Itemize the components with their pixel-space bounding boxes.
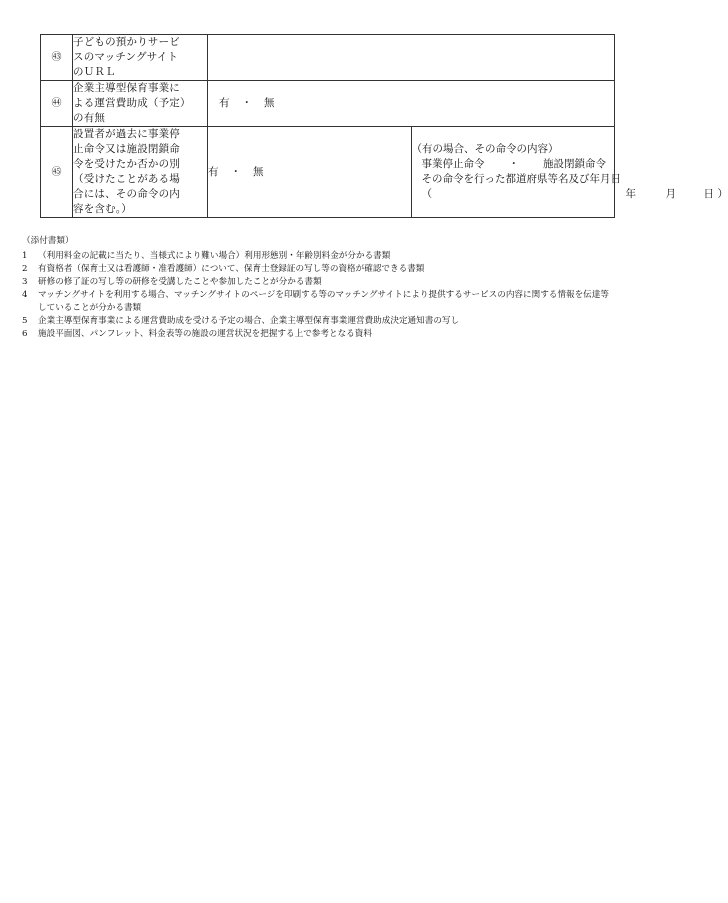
label-line: 企業主導型保育事業に xyxy=(73,82,180,94)
paren-close: ） xyxy=(717,187,728,200)
table-row xyxy=(41,81,615,127)
row-label xyxy=(73,35,208,81)
year-label: 年 xyxy=(625,187,636,200)
day-label: 日 xyxy=(703,187,714,200)
item-number: 5 xyxy=(22,316,28,326)
label-line: 設置者が過去に事業停 xyxy=(73,128,180,140)
item-number: 3 xyxy=(22,277,28,287)
authority-date-field[interactable] xyxy=(412,187,728,203)
label-line: 合には、その命令の内 xyxy=(73,188,180,200)
business-suspension-option[interactable]: 事業停止命令 xyxy=(421,157,485,170)
label-line: 子どもの預かりサービ xyxy=(73,36,180,48)
table-row xyxy=(41,35,615,81)
list-item xyxy=(22,250,617,263)
list-item xyxy=(22,276,617,289)
label-line: （受けたことがある場 xyxy=(73,173,180,185)
facility-closure-option[interactable]: 施設閉鎖命令 xyxy=(543,157,606,170)
separator-dot: ・ xyxy=(241,97,252,109)
row-label xyxy=(73,127,208,218)
yes-option[interactable]: 有 xyxy=(208,165,219,178)
detail-heading: （有の場合、その命令の内容） xyxy=(411,142,559,155)
label-line: 容を含む。） xyxy=(73,203,132,215)
subsidy-yes-no-cell xyxy=(208,81,615,127)
item-text: マッチングサイトを利用する場合、マッチングサイトのページを印刷する等のマッチングサイトにより提供するサービスの内容に関する情報を伝達等していることが分かる書類 xyxy=(38,290,609,313)
list-item xyxy=(22,315,617,328)
label-line: 令を受けたか否かの別 xyxy=(73,158,180,170)
yes-option[interactable]: 有 xyxy=(219,97,230,109)
yes-no-choice xyxy=(208,96,614,111)
list-item xyxy=(22,328,617,341)
attachments-title: （添付書類） xyxy=(22,236,74,246)
item-text: 施設平面図、パンフレット、料金表等の施設の運営状況を把握する上で参考となる資料 xyxy=(38,329,372,339)
list-item xyxy=(22,263,617,276)
row-number: ㊸ xyxy=(41,35,73,81)
order-detail-cell xyxy=(411,127,728,218)
order-types xyxy=(412,157,615,172)
order-yes-no-cell xyxy=(208,127,412,218)
row-label xyxy=(73,81,208,127)
label-line: 止命令又は施設閉鎖命 xyxy=(73,143,180,155)
row-number: ㊺ xyxy=(41,127,73,218)
attachments-list xyxy=(22,235,617,341)
no-option[interactable]: 無 xyxy=(253,165,264,178)
item-number: 2 xyxy=(22,264,28,274)
list-item xyxy=(22,289,617,315)
label-line: よる運営費助成（予定） xyxy=(73,97,191,109)
item-number: 6 xyxy=(22,329,28,339)
matching-site-url-field[interactable] xyxy=(208,35,615,81)
item-number: 1 xyxy=(22,251,28,261)
item-text: 有資格者（保育士又は看護師・准看護師）について、保育士登録証の写し等の資格が確認できる書類 xyxy=(38,264,425,274)
month-label: 月 xyxy=(665,187,676,200)
item-number: 4 xyxy=(22,290,28,300)
no-option[interactable]: 無 xyxy=(264,97,275,109)
facility-form-table xyxy=(40,34,728,218)
row-number: ㊹ xyxy=(41,81,73,127)
item-text: （利用料金の記載に当たり、当様式により難い場合）利用形態別・年齢別料金が分かる書類 xyxy=(38,251,391,261)
paren-open: （ xyxy=(421,187,432,200)
yes-no-choice xyxy=(208,165,411,180)
label-line: スのマッチングサイト xyxy=(73,51,179,63)
authority-label: その命令を行った都道府県等名及び年月日 xyxy=(421,172,621,185)
label-line: のＵＲＬ xyxy=(73,66,116,78)
item-text: 研修の修了証の写し等の研修を受講したことや参加したことが分かる書類 xyxy=(38,277,322,287)
separator-dot: ・ xyxy=(508,157,519,170)
label-line: の有無 xyxy=(73,112,106,124)
separator-dot: ・ xyxy=(230,165,241,178)
table-row xyxy=(41,127,615,218)
item-text: 企業主導型保育事業による運営費助成を受ける予定の場合、企業主導型保育事業運営費助成決定通知書の写し xyxy=(38,316,460,326)
